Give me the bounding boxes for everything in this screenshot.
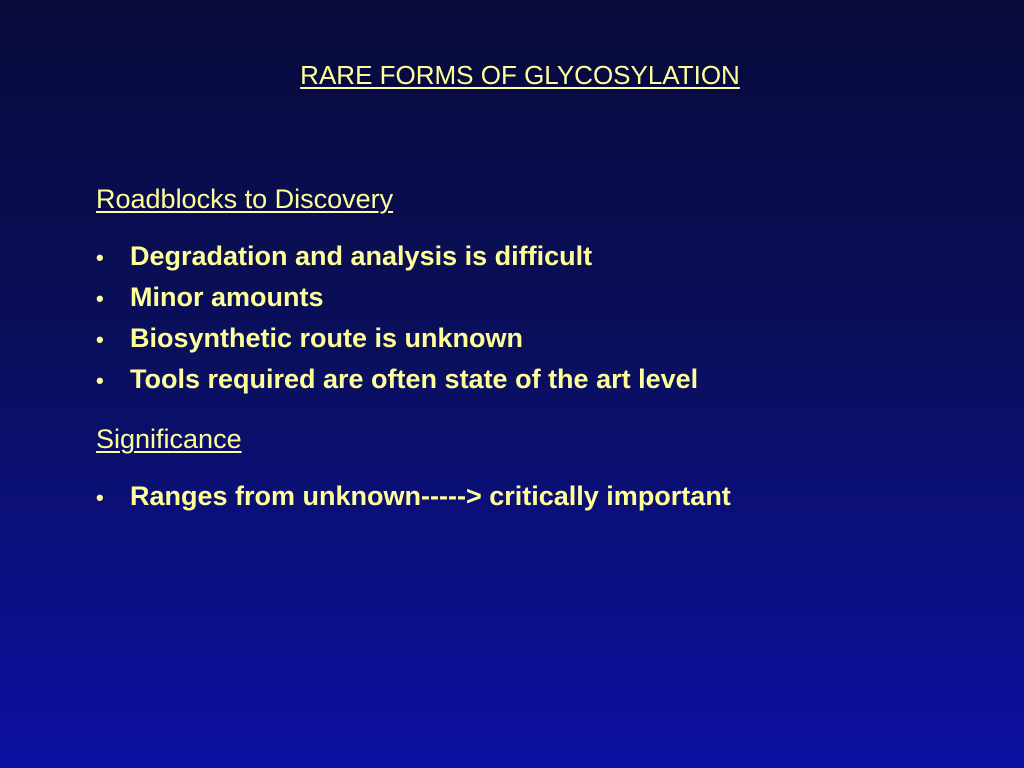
list-item-text: Tools required are often state of the art level	[130, 364, 699, 394]
list-item	[96, 241, 698, 282]
list-item-text: Ranges from unknown-----> critically important	[130, 481, 731, 511]
list-item-text: Minor amounts	[130, 282, 324, 312]
significance-list	[96, 481, 731, 522]
list-item	[96, 481, 731, 522]
bullet-icon: •	[96, 327, 104, 352]
bullet-icon: •	[96, 485, 104, 510]
list-item	[96, 323, 698, 364]
list-item	[96, 364, 698, 405]
list-item-text: Degradation and analysis is difficult	[130, 241, 593, 271]
section-heading-roadblocks: Roadblocks to Discovery	[96, 184, 394, 214]
bullet-icon: •	[96, 245, 104, 270]
bullet-icon: •	[96, 368, 104, 393]
slide-title: RARE FORMS OF GLYCOSYLATION	[300, 60, 740, 90]
bullet-icon: •	[96, 286, 104, 311]
roadblocks-list	[96, 241, 698, 405]
section-heading-significance: Significance	[96, 424, 242, 454]
list-item-text: Biosynthetic route is unknown	[130, 323, 524, 353]
list-item	[96, 282, 698, 323]
